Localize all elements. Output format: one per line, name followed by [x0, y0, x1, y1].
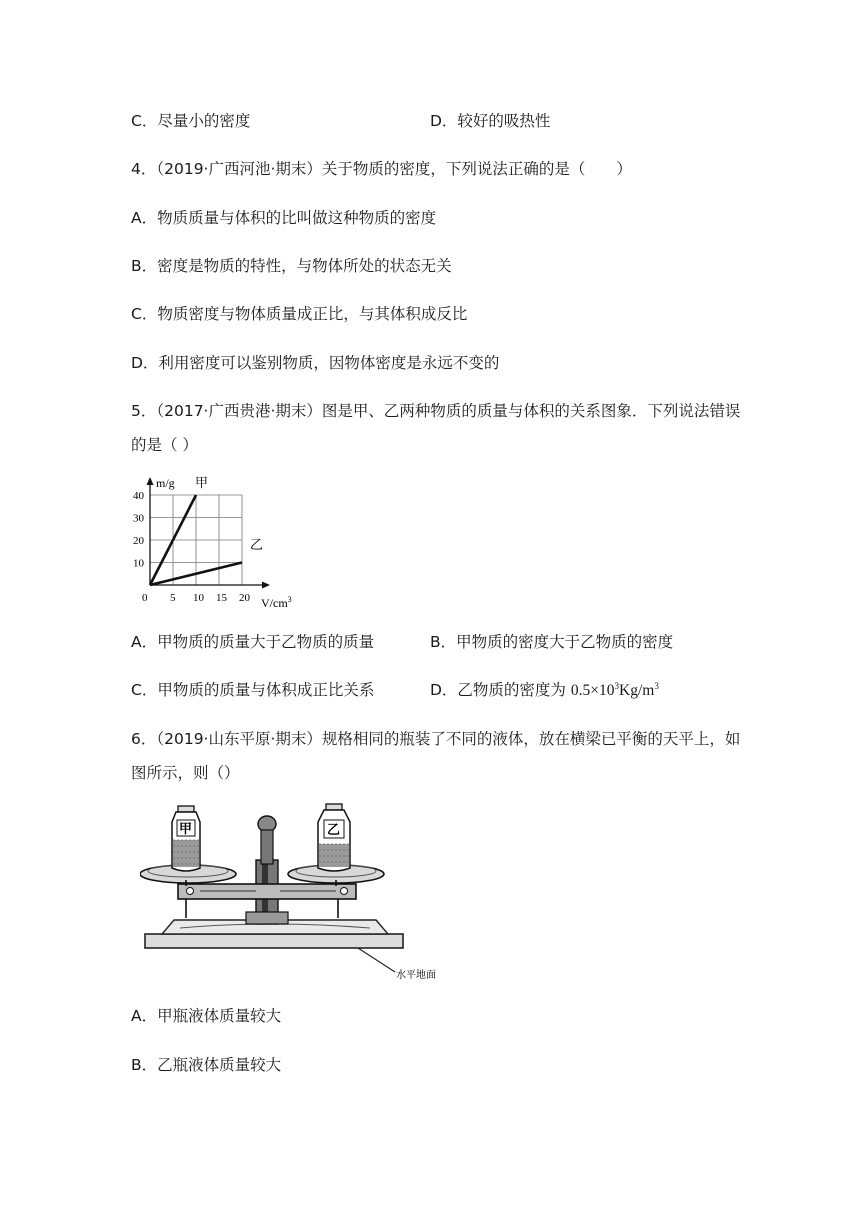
balance-scale-figure — [140, 800, 460, 985]
q4-option-a: A．物质质量与体积的比叫做这种物质的密度 — [131, 209, 437, 227]
q3-option-d: D．较好的吸热性 — [430, 112, 551, 130]
y-tick-label: 10 — [133, 557, 144, 570]
ground-label: 水平地面 — [396, 970, 436, 981]
y-axis-label: m/g — [156, 476, 175, 490]
y-tick-label: 40 — [133, 490, 144, 502]
q3-option-c: C．尽量小的密度 — [131, 112, 251, 130]
y-tick-label: 30 — [133, 512, 144, 525]
bottle-label-jia: 甲 — [179, 821, 193, 836]
q5-stem-line1: 5．（2017·广西贵港·期末）图是甲、乙两种物质的质量与体积的关系图象．下列说法错误 — [131, 402, 741, 420]
q5-option-d — [430, 679, 659, 702]
bottle-yi — [318, 804, 350, 871]
q5-option-a: A．甲物质的质量大于乙物质的质量 — [131, 633, 375, 651]
bottle-label-yi: 乙 — [327, 822, 341, 837]
q4-stem: 4．（2019·广西河池·期末）关于物质的密度，下列说法正确的是（ ） — [131, 160, 632, 178]
x-axis-arrow — [262, 582, 270, 589]
x-tick-label: 5 — [170, 592, 176, 604]
chart-grid — [150, 495, 242, 585]
q5-option-d-value: $0.5\times 10^3Kg/m^3$ — [570, 680, 659, 699]
q6-stem-line2: 图所示，则（） — [131, 764, 240, 782]
q6-option-a: A．甲瓶液体质量较大 — [131, 1007, 282, 1025]
x-tick-label: 15 — [216, 592, 227, 604]
mass-volume-chart — [128, 470, 308, 615]
y-axis-arrow — [147, 477, 154, 485]
x-tick-label: 10 — [193, 592, 204, 604]
series-label-yi: 乙 — [250, 537, 264, 552]
x-axis-label: $V/cm^3$ — [261, 595, 292, 610]
series-label-jia: 甲 — [195, 475, 209, 490]
q4-option-b: B．密度是物质的特性，与物体所处的状态无关 — [131, 257, 452, 275]
q6-stem-line1: 6．（2019·山东平原·期末）规格相同的瓶装了不同的液体，放在横梁已平衡的天平上，如 — [131, 730, 741, 748]
q5-option-b: B．甲物质的密度大于乙物质的密度 — [430, 633, 674, 651]
q5-option-d-prefix: D．乙物质的密度为 — [430, 681, 571, 699]
q4-option-d: D．利用密度可以鉴别物质，因物体密度是永远不变的 — [131, 354, 500, 372]
bottle-jia — [172, 806, 200, 871]
q5-option-c: C．甲物质的质量与体积成正比关系 — [131, 681, 375, 699]
q4-option-c: C．物质密度与物体质量成正比，与其体积成反比 — [131, 305, 468, 323]
balance-base-board — [145, 934, 403, 948]
y-tick-label: 20 — [133, 535, 144, 547]
q6-option-b: B．乙瓶液体质量较大 — [131, 1056, 282, 1074]
x-tick-label: 20 — [239, 592, 250, 604]
x-tick-label: 0 — [142, 592, 148, 604]
q5-stem-line2: 的是（ ） — [131, 436, 198, 454]
